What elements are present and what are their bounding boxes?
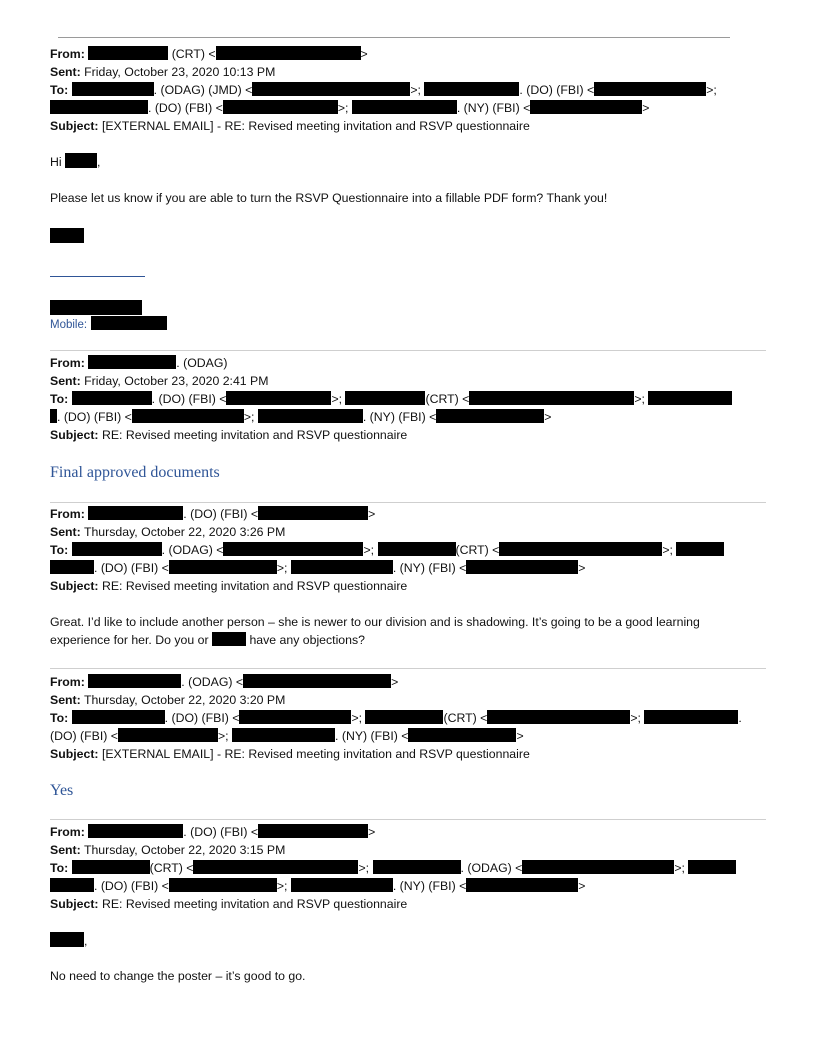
subject-text: RE: Revised meeting invitation and RSVP questionnaire — [101, 897, 408, 911]
redaction — [212, 632, 246, 646]
message-body-line-1: Great. I’d like to include another person – she is newer to our division and is shadowing. It’s going to be a good learning — [50, 615, 700, 629]
to-line: To: . (DO) (FBI) < >; (CRT) < >; — [50, 390, 766, 408]
redaction — [169, 878, 277, 892]
redaction — [232, 728, 335, 742]
redaction — [169, 560, 277, 574]
redaction — [50, 932, 84, 947]
subject-text: RE: Revised meeting invitation and RSVP questionnaire — [101, 428, 408, 442]
redaction — [226, 391, 331, 405]
redaction — [466, 878, 578, 892]
message-2 — [50, 354, 766, 444]
redaction — [499, 542, 662, 556]
redaction — [530, 100, 642, 114]
redaction — [72, 542, 162, 556]
redaction — [487, 710, 630, 724]
redaction — [223, 542, 363, 556]
message-divider — [50, 350, 766, 351]
redaction — [50, 409, 57, 423]
sent-line: Sent: Thursday, October 22, 2020 3:20 PM — [50, 693, 286, 707]
subject-line: Subject: RE: Revised meeting invitation and RSVP questionnaire — [50, 897, 408, 911]
message-3 — [50, 505, 766, 595]
subject-line: Subject: [EXTERNAL EMAIL] - RE: Revised meeting invitation and RSVP questionnaire — [50, 119, 530, 133]
sent-line: Sent: Thursday, October 22, 2020 3:26 PM — [50, 525, 286, 539]
sent-date: Thursday, October 22, 2020 3:26 PM — [83, 525, 286, 539]
redaction — [118, 728, 218, 742]
redaction — [408, 728, 516, 742]
message-body: No need to change the poster – it’s good to go. — [50, 969, 306, 983]
from-line: From: . (ODAG) < > — [50, 675, 399, 689]
subject-text: [EXTERNAL EMAIL] - RE: Revised meeting invitation and RSVP questionnaire — [101, 119, 530, 133]
redaction — [72, 710, 165, 724]
message-body-line-2: experience for her. Do you or have any objections? — [50, 633, 365, 647]
redaction — [345, 391, 425, 405]
message-body: Final approved documents — [50, 464, 220, 481]
to-line-2: . (DO) (FBI) < >; . (NY) (FBI) < > — [50, 99, 766, 117]
redaction — [88, 355, 176, 369]
redaction — [193, 860, 358, 874]
redaction — [72, 860, 150, 874]
redaction — [648, 391, 732, 405]
message-body: Please let us know if you are able to turn the RSVP Questionnaire into a fillable PDF form? Thank you! — [50, 191, 608, 205]
redaction — [466, 560, 578, 574]
redaction — [688, 860, 736, 874]
redaction — [522, 860, 674, 874]
message-1 — [50, 45, 766, 135]
redaction — [373, 860, 461, 874]
to-line-2: . (DO) (FBI) < >; . (NY) (FBI) < > — [50, 559, 766, 577]
redaction — [216, 46, 361, 60]
redaction — [258, 506, 368, 520]
signature-redaction — [50, 228, 84, 243]
redaction — [352, 100, 457, 114]
signature-divider — [50, 276, 145, 277]
redaction — [88, 506, 183, 520]
to-line: To: (CRT) < >; . (ODAG) < >; — [50, 859, 766, 877]
signature-name-redaction — [50, 300, 142, 315]
message-divider — [50, 502, 766, 503]
redaction — [469, 391, 634, 405]
redaction — [365, 710, 443, 724]
redaction — [91, 316, 167, 330]
sent-date: Thursday, October 22, 2020 3:20 PM — [83, 693, 286, 707]
from-label: From: — [50, 47, 85, 61]
redaction — [239, 710, 351, 724]
message-4 — [50, 673, 766, 763]
redaction — [378, 542, 456, 556]
from-line: From: . (ODAG) — [50, 356, 228, 370]
redaction — [424, 82, 519, 96]
to-line-2: . (DO) (FBI) < >; . (NY) (FBI) < > — [50, 877, 766, 895]
mobile-line — [50, 315, 167, 333]
redaction — [50, 100, 148, 114]
to-line-2: (DO) (FBI) < >; . (NY) (FBI) < > — [50, 729, 524, 743]
greeting: , — [50, 932, 87, 950]
sent-date: Thursday, October 22, 2020 3:15 PM — [83, 843, 286, 857]
redaction — [436, 409, 544, 423]
to-line: To: . (ODAG) (JMD) < >; . (DO) (FBI) < >; — [50, 83, 717, 97]
top-divider — [58, 37, 730, 38]
greeting: Hi , — [50, 155, 101, 169]
sent-line: Sent: Thursday, October 22, 2020 3:15 PM — [50, 843, 286, 857]
subject-text: RE: Revised meeting invitation and RSVP questionnaire — [101, 579, 408, 593]
redaction — [676, 542, 724, 556]
redaction — [88, 824, 183, 838]
redaction — [88, 46, 168, 60]
mobile-label: Mobile: — [50, 319, 88, 331]
redaction — [291, 560, 393, 574]
sent-line: Sent: Friday, October 23, 2020 10:13 PM — [50, 65, 276, 79]
redaction — [50, 878, 94, 892]
sent-line: Sent: Friday, October 23, 2020 2:41 PM — [50, 374, 269, 388]
message-divider — [50, 668, 766, 669]
to-line: To: . (ODAG) < >; (CRT) < >; — [50, 541, 766, 559]
message-body: Yes — [50, 782, 74, 799]
from-line: From: . (DO) (FBI) < > — [50, 507, 376, 521]
sent-date: Friday, October 23, 2020 2:41 PM — [84, 374, 269, 388]
redaction — [252, 82, 410, 96]
to-line: To: . (DO) (FBI) < >; (CRT) < >; . — [50, 711, 742, 725]
redaction — [72, 391, 152, 405]
redaction — [258, 409, 363, 423]
from-line: From: (CRT) < > — [50, 47, 368, 61]
redaction — [65, 153, 97, 168]
message-divider — [50, 819, 766, 820]
from-line: From: . (DO) (FBI) < > — [50, 825, 376, 839]
redaction — [243, 674, 391, 688]
redaction — [223, 100, 338, 114]
redaction — [88, 674, 181, 688]
redaction — [291, 878, 393, 892]
redaction — [72, 82, 154, 96]
subject-text: [EXTERNAL EMAIL] - RE: Revised meeting invitation and RSVP questionnaire — [101, 747, 530, 761]
subject-line: Subject: RE: Revised meeting invitation and RSVP questionnaire — [50, 428, 408, 442]
message-5 — [50, 823, 766, 913]
to-line-2: . (DO) (FBI) < >; . (NY) (FBI) < > — [50, 408, 766, 426]
sent-date: Friday, October 23, 2020 10:13 PM — [84, 65, 276, 79]
subject-line: Subject: RE: Revised meeting invitation and RSVP questionnaire — [50, 579, 408, 593]
redaction — [132, 409, 244, 423]
redaction — [258, 824, 368, 838]
redaction — [644, 710, 738, 724]
redaction — [594, 82, 706, 96]
subject-line: Subject: [EXTERNAL EMAIL] - RE: Revised meeting invitation and RSVP questionnaire — [50, 747, 530, 761]
redaction — [50, 560, 94, 574]
